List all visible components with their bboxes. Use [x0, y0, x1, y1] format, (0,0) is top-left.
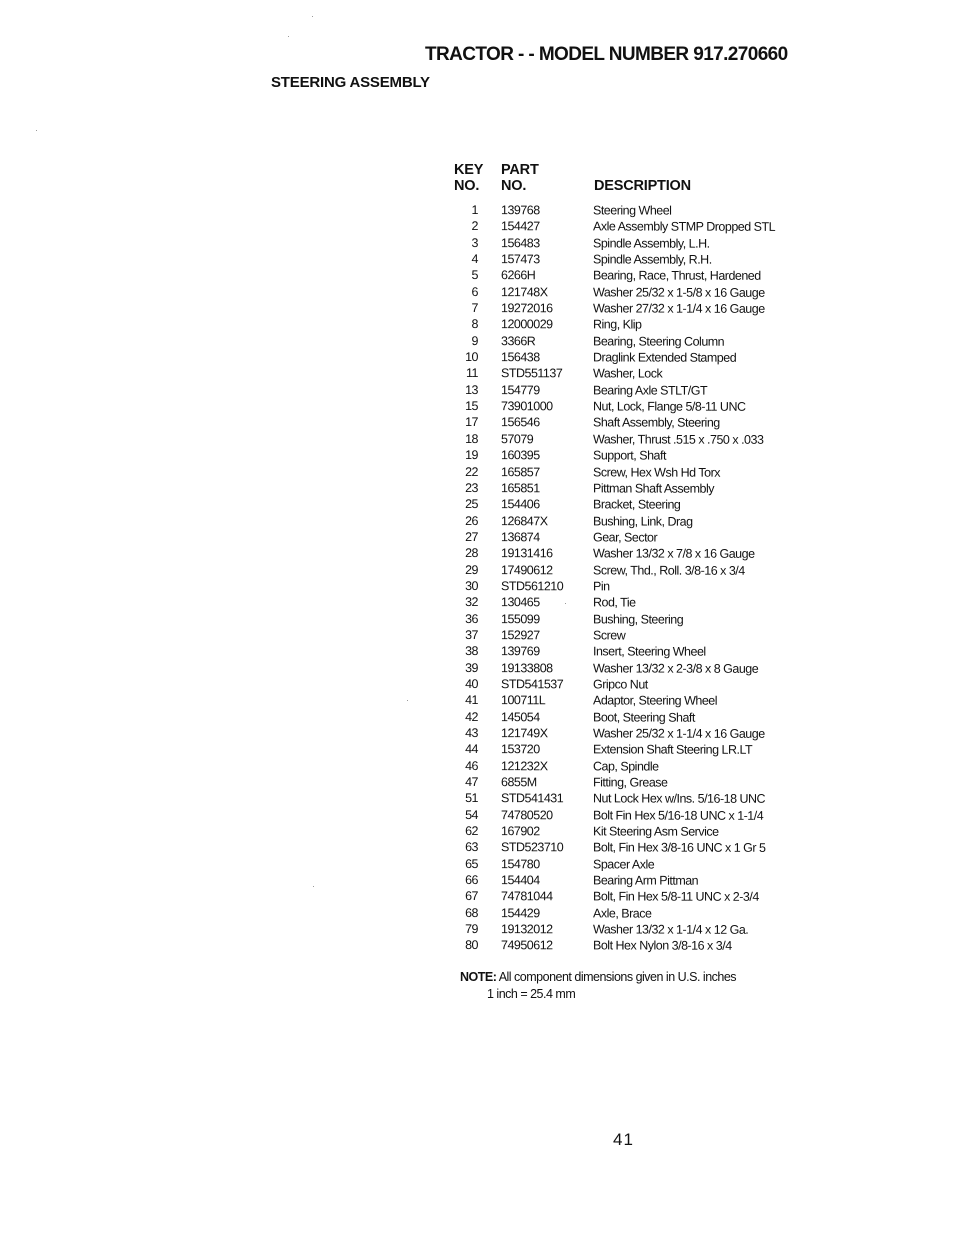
description-cell: Screw: [593, 628, 626, 643]
scan-speck: [565, 603, 566, 604]
description-cell: Bolt Fin Hex 5/16-18 UNC x 1-1/4: [593, 808, 764, 823]
description-cell: Washer 13/32 x 7/8 x 16 Gauge: [593, 546, 755, 562]
part-no-cell: 100711L: [501, 693, 546, 708]
description-cell: Bolt Hex Nylon 3/8-16 x 3/4: [593, 938, 732, 954]
key-no-cell: 26: [465, 513, 478, 528]
table-row: [448, 529, 775, 546]
table-row: [448, 431, 775, 448]
table-row: [448, 888, 775, 905]
part-no-cell: 57079: [501, 431, 534, 447]
key-no-cell: 42: [465, 709, 478, 724]
section-title: STEERING ASSEMBLY: [271, 74, 430, 91]
part-no-cell: 74950612: [501, 938, 553, 953]
key-no-cell: 23: [465, 480, 478, 495]
key-no-cell: 7: [471, 301, 478, 316]
key-no-cell: 1: [471, 203, 478, 218]
description-cell: Screw, Hex Wsh Hd Torx: [593, 464, 721, 480]
key-no-cell: 30: [465, 578, 478, 593]
part-no-cell: 17490612: [501, 562, 553, 577]
description-cell: Gear, Sector: [593, 530, 658, 545]
description-cell: Cap, Spindle: [593, 759, 659, 774]
part-no-cell: 154404: [501, 873, 540, 888]
table-row: [448, 365, 775, 382]
key-no-cell: 18: [465, 431, 478, 446]
description-cell: Gripco Nut: [593, 677, 648, 692]
part-no-cell: 167902: [501, 824, 540, 839]
key-no-cell: 66: [465, 873, 478, 888]
key-no-cell: 17: [465, 415, 478, 430]
key-no-cell: 41: [465, 693, 478, 708]
description-cell: Washer 25/32 x 1-1/4 x 16 Gauge: [593, 726, 765, 741]
key-no-cell: 63: [465, 840, 478, 855]
key-no-cell: 5: [471, 268, 478, 283]
key-no-cell: 39: [465, 660, 478, 675]
table-row: [448, 414, 775, 431]
part-no-cell: 154429: [501, 905, 540, 921]
description-cell: Shaft Assembly, Steering: [593, 415, 720, 431]
description-header: DESCRIPTION: [594, 178, 691, 194]
key-no-cell: 29: [465, 562, 478, 577]
description-cell: Ring, Klip: [593, 317, 642, 332]
note-conversion: 1 inch = 25.4 mm: [487, 987, 576, 1001]
description-cell: Fitting, Grease: [593, 775, 668, 790]
description-cell: Bracket, Steering: [593, 497, 681, 512]
description-cell: Washer 25/32 x 1-5/8 x 16 Gauge: [593, 285, 765, 300]
table-row: [448, 464, 775, 481]
key-no-cell: 27: [465, 529, 478, 544]
key-no-cell: 37: [465, 627, 478, 643]
scan-speck: [407, 700, 408, 701]
key-no-cell: 8: [471, 317, 478, 332]
description-cell: Extension Shaft Steering LR.LT: [593, 742, 753, 758]
description-cell: Nut, Lock, Flange 5/8-11 UNC: [593, 399, 746, 414]
note-text: All component dimensions given in U.S. inches: [498, 970, 737, 984]
key-no-cell: 38: [465, 644, 478, 659]
table-row: [448, 774, 775, 791]
table-row: [448, 251, 775, 268]
part-header-line1: PART: [501, 162, 539, 178]
part-no-cell: 6266H: [501, 268, 536, 283]
part-no-cell: 19272016: [501, 301, 553, 316]
table-row: [448, 905, 775, 922]
key-no-cell: 10: [465, 350, 478, 365]
table-row: [448, 611, 775, 628]
description-cell: Nut Lock Hex w/Ins. 5/16-18 UNC: [593, 791, 766, 807]
key-no-cell: 51: [465, 791, 478, 806]
description-cell: Bearing, Steering Column: [593, 334, 725, 349]
table-row: [448, 856, 775, 873]
scan-speck: [313, 886, 314, 887]
description-cell: Spindle Assembly, R.H.: [593, 252, 712, 267]
part-no-cell: 121232X: [501, 758, 548, 773]
table-row: [448, 349, 775, 366]
description-cell: Adaptor, Steering Wheel: [593, 693, 717, 709]
page-title: TRACTOR - - MODEL NUMBER 917.270660: [425, 44, 788, 65]
description-cell: Boot, Steering Shaft: [593, 710, 695, 725]
table-row: [448, 643, 775, 660]
description-cell: Bearing Arm Pittman: [593, 873, 699, 888]
key-no-cell: 67: [465, 889, 478, 904]
table-row: [448, 562, 775, 579]
part-no-cell: 152927: [501, 628, 540, 643]
table-row: [448, 284, 775, 301]
table-row: [448, 758, 775, 775]
description-cell: Axle Assembly STMP Dropped STL: [593, 219, 776, 235]
part-no-cell: 165857: [501, 464, 540, 479]
key-no-cell: 2: [471, 219, 478, 234]
parts-table-body: [448, 202, 775, 955]
part-no-cell: STD541537: [501, 677, 564, 692]
key-header-line2: NO.: [454, 178, 480, 194]
key-no-cell: 79: [465, 922, 478, 937]
description-cell: Spindle Assembly, L.H.: [593, 236, 710, 251]
key-no-cell: 9: [471, 333, 478, 348]
part-no-cell: STD551137: [501, 366, 563, 381]
part-no-cell: 157473: [501, 252, 540, 267]
key-no-cell: 25: [465, 497, 478, 512]
part-no-cell: 155099: [501, 611, 540, 626]
part-no-cell: 145054: [501, 709, 540, 724]
part-no-cell: 74781044: [501, 889, 553, 904]
table-row: [448, 660, 775, 677]
part-no-cell: 154406: [501, 497, 540, 512]
table-row: [448, 676, 775, 693]
part-no-cell: 156438: [501, 350, 540, 365]
description-cell: Pittman Shaft Assembly: [593, 481, 715, 496]
note: [460, 969, 736, 1003]
description-cell: Draglink Extended Stamped: [593, 350, 737, 365]
table-row: [448, 513, 775, 530]
table-row: [448, 692, 775, 709]
parts-table: [448, 202, 775, 955]
part-no-cell: 153720: [501, 742, 540, 757]
scan-speck: [288, 36, 289, 37]
description-cell: Steering Wheel: [593, 203, 672, 218]
key-no-cell: 47: [465, 775, 478, 790]
table-row: [448, 709, 775, 726]
table-row: [448, 937, 775, 954]
part-no-cell: 165851: [501, 480, 540, 496]
table-row: [448, 398, 775, 415]
table-row: [448, 741, 775, 758]
part-no-cell: 156483: [501, 235, 540, 250]
part-no-cell: 73901000: [501, 399, 553, 414]
part-no-cell: 139769: [501, 644, 540, 659]
part-no-cell: 19133808: [501, 660, 553, 675]
description-cell: Bolt, Fin Hex 5/8-11 UNC x 2-3/4: [593, 889, 759, 905]
part-no-cell: STD541431: [501, 791, 564, 806]
part-no-cell: 121749X: [501, 726, 548, 741]
part-no-cell: 154780: [501, 856, 540, 871]
key-no-cell: 40: [465, 677, 478, 692]
description-cell: Rod, Tie: [593, 595, 636, 610]
part-no-cell: 74780520: [501, 807, 553, 822]
description-cell: Screw, Thd., Roll. 3/8-16 x 3/4: [593, 562, 745, 578]
part-no-cell: 136874: [501, 530, 540, 545]
table-row: [448, 807, 775, 824]
table-row: [448, 218, 775, 235]
key-no-cell: 15: [465, 399, 478, 414]
part-no-cell: 121748X: [501, 284, 548, 299]
description-cell: Bolt, Fin Hex 3/8-16 UNC x 1 Gr 5: [593, 840, 766, 856]
part-no-cell: 3366R: [501, 333, 536, 348]
table-row: [448, 594, 775, 611]
key-no-cell: 65: [465, 856, 478, 871]
page-number: 41: [613, 1130, 634, 1149]
part-header-line2: NO.: [501, 178, 527, 194]
description-cell: Support, Shaft: [593, 448, 666, 463]
part-no-cell: 156546: [501, 415, 540, 430]
key-no-cell: 36: [465, 611, 478, 626]
description-cell: Pin: [593, 579, 610, 594]
key-no-cell: 32: [465, 595, 478, 610]
part-no-cell: 139768: [501, 203, 540, 218]
description-cell: Kit Steering Asm Service: [593, 824, 719, 839]
description-cell: Bushing, Steering: [593, 611, 684, 627]
part-no-cell: 19132012: [501, 922, 553, 937]
description-cell: Bearing Axle STLT/GT: [593, 383, 708, 398]
table-row: [448, 235, 775, 252]
key-no-cell: 80: [465, 938, 478, 953]
table-row: [448, 496, 775, 513]
description-cell: Washer 13/32 x 2-3/8 x 8 Gauge: [593, 661, 759, 676]
part-no-cell: 19131416: [501, 546, 553, 561]
description-cell: Washer 13/32 x 1-1/4 x 12 Ga.: [593, 922, 749, 937]
table-row: [448, 300, 775, 317]
key-no-cell: 44: [465, 742, 478, 757]
description-cell: Bushing, Link, Drag: [593, 513, 693, 529]
table-row: [448, 545, 775, 562]
scan-speck: [312, 16, 313, 17]
key-no-cell: 46: [465, 758, 478, 773]
description-cell: Spacer Axle: [593, 857, 655, 872]
key-no-cell: 54: [465, 807, 478, 822]
part-no-cell: 12000029: [501, 317, 553, 332]
table-row: [448, 267, 775, 284]
key-no-cell: 19: [465, 448, 478, 463]
key-no-cell: 62: [465, 824, 478, 839]
description-cell: Washer 27/32 x 1-1/4 x 16 Gauge: [593, 301, 765, 316]
table-row: [448, 480, 775, 497]
part-no-cell: STD523710: [501, 840, 564, 855]
table-row: [448, 790, 775, 807]
note-label: NOTE:: [460, 970, 497, 984]
key-no-cell: 28: [465, 546, 478, 561]
key-no-cell: 68: [465, 905, 478, 920]
key-no-cell: 11: [466, 366, 478, 381]
part-no-cell: 160395: [501, 448, 540, 463]
scan-speck: [36, 130, 37, 131]
part-no-cell: 154779: [501, 382, 540, 398]
key-no-cell: 6: [471, 284, 478, 299]
table-row: [448, 202, 775, 219]
table-row: [448, 823, 775, 840]
table-row: [448, 839, 775, 856]
part-no-cell: 6855M: [501, 775, 537, 790]
part-no-cell: STD561210: [501, 579, 564, 594]
part-no-cell: 130465: [501, 595, 540, 610]
table-row: [448, 382, 775, 399]
key-no-cell: 43: [465, 726, 478, 741]
table-row: [448, 921, 775, 938]
table-row: [448, 316, 775, 333]
key-no-cell: 3: [471, 235, 478, 250]
description-cell: Insert, Steering Wheel: [593, 644, 706, 659]
description-cell: Washer, Thrust .515 x .750 x .033: [593, 432, 764, 447]
description-cell: Axle, Brace: [593, 906, 652, 921]
key-header-line1: KEY: [454, 162, 484, 178]
part-no-cell: 154427: [501, 219, 540, 234]
table-row: [448, 333, 775, 350]
table-row: [448, 627, 775, 644]
description-cell: Bearing, Race, Thrust, Hardened: [593, 268, 761, 284]
table-row: [448, 872, 775, 889]
key-no-cell: 13: [465, 382, 478, 397]
key-no-cell: 22: [465, 464, 478, 479]
table-row: [448, 447, 775, 464]
part-no-cell: 126847X: [501, 513, 548, 528]
description-cell: Washer, Lock: [593, 366, 663, 381]
table-row: [448, 725, 775, 742]
table-row: [448, 578, 775, 595]
key-no-cell: 4: [471, 252, 478, 267]
